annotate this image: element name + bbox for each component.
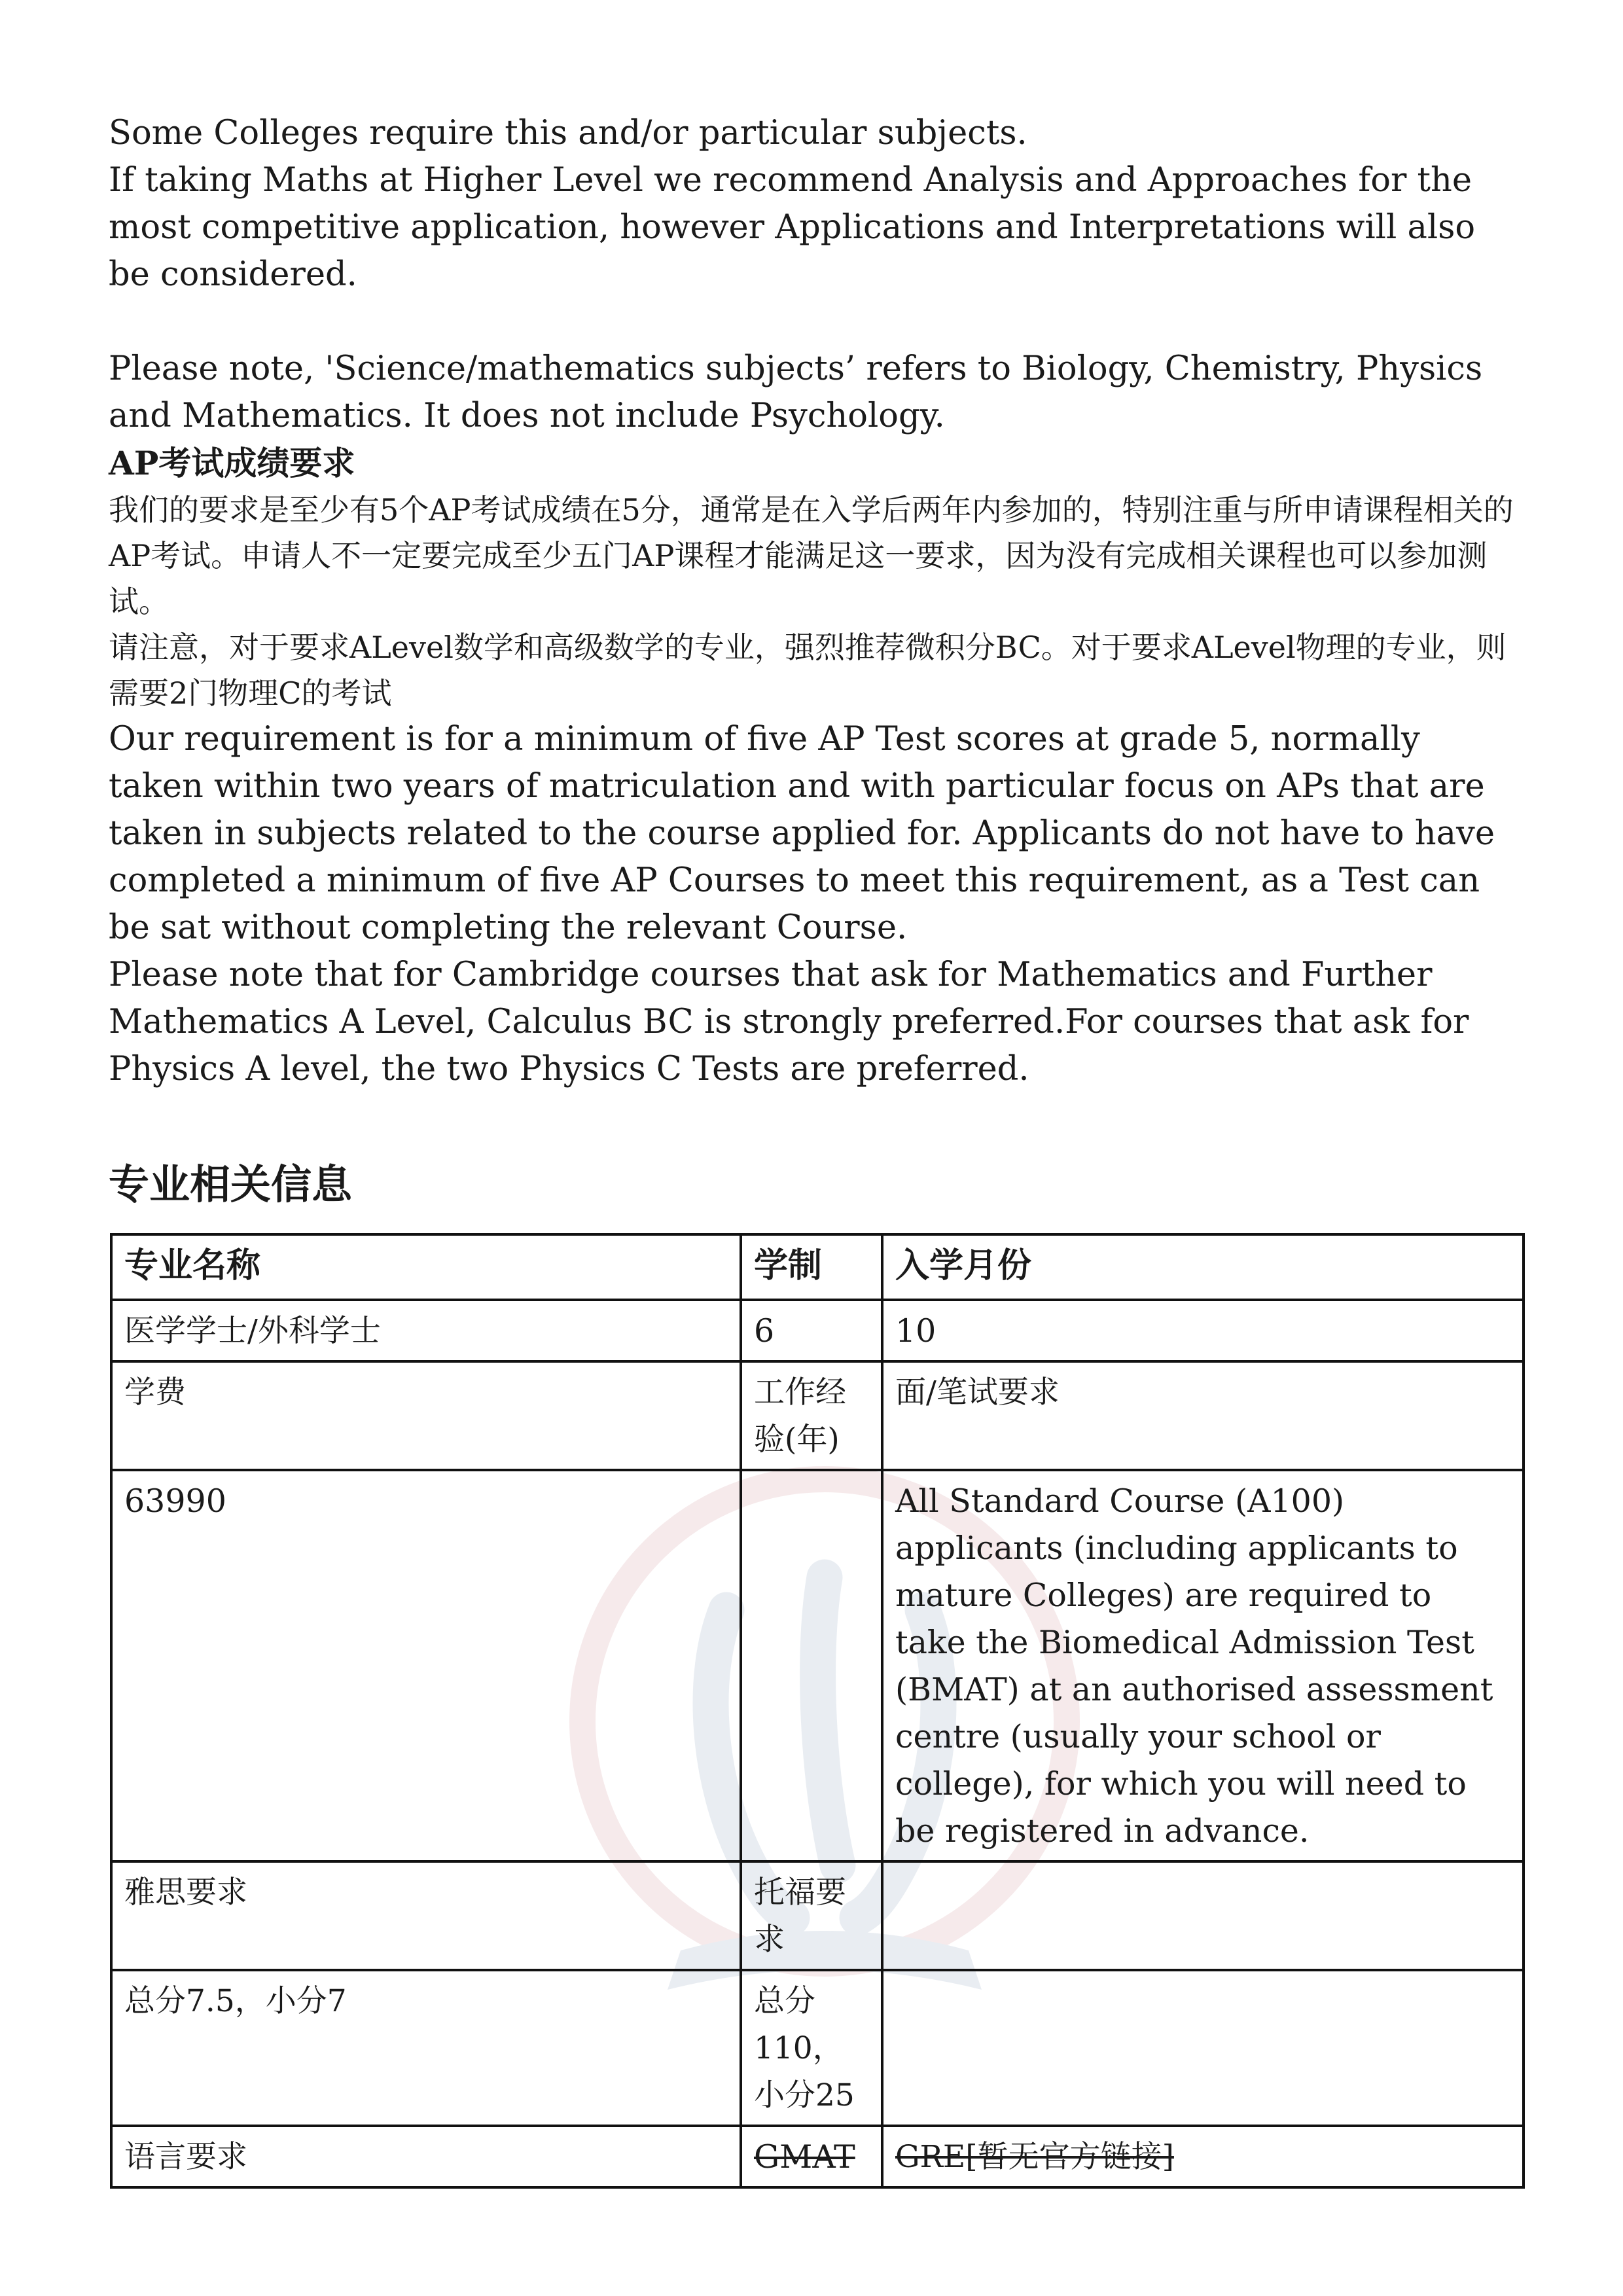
intro-line-1: Some Colleges require this and/or particular subjects. <box>109 114 1027 152</box>
cell-toefl-label: 托福要求 <box>741 1861 882 1970</box>
intro-line-3: Please note, 'Science/mathematics subjects’ refers to Biology, Chemistry, Physics and Mathematics. It does not include Psychology. <box>109 350 1483 435</box>
cell-interview-label: 面/笔试要求 <box>882 1361 1524 1470</box>
cell-interview-requirement: All Standard Course (A100) applicants (including applicants to mature Colleges) are required to take the Biomedical Admission Test (BMAT) at an authorised assessment centre (usually your school or college), for which you will need to be registered in advance. <box>882 1470 1524 1861</box>
table-header-row <box>111 1234 1524 1300</box>
table-row <box>111 1361 1524 1470</box>
table-row <box>111 1300 1524 1361</box>
table-row <box>111 1970 1524 2126</box>
table-row <box>111 2126 1524 2187</box>
cell-tuition-label: 学费 <box>111 1361 741 1470</box>
program-info-table <box>110 1233 1525 2189</box>
cell-tuition-value: 63990 <box>111 1470 741 1861</box>
intro-line-2: If taking Maths at Higher Level we recommend Analysis and Approaches for the most competitive application, however Applications and Interpretations will also be considered. <box>109 161 1476 294</box>
cell-empty <box>882 1970 1524 2126</box>
cell-ielts-value: 总分7.5，小分7 <box>111 1970 741 2126</box>
cell-empty <box>882 1861 1524 1970</box>
cell-gre: GRE[暂无官方链接] <box>882 2126 1524 2187</box>
ap-en-paragraph-2: Please note that for Cambridge courses that ask for Mathematics and Further Mathematics A Level, Calculus BC is strongly preferred.For courses that ask for Physics A level, the two Physics C Tests are preferred. <box>109 956 1469 1088</box>
cell-intake-month: 10 <box>882 1300 1524 1361</box>
cell-duration: 6 <box>741 1300 882 1361</box>
cell-ielts-label: 雅思要求 <box>111 1861 741 1970</box>
table-row <box>111 1861 1524 1970</box>
cell-work-experience-label: 工作经验(年) <box>741 1361 882 1470</box>
cell-work-experience-value <box>741 1470 882 1861</box>
cell-toefl-value: 总分110，小分25 <box>741 1970 882 2126</box>
ap-cn-paragraph-2: 请注意，对于要求ALevel数学和高级数学的专业，强烈推荐微积分BC。对于要求ALevel物理的专业，则需要2门物理C的考试 <box>109 630 1507 711</box>
body-text <box>109 110 1522 1093</box>
cell-gmat: GMAT <box>741 2126 882 2187</box>
ap-cn-paragraph-1: 我们的要求是至少有5个AP考试成绩在5分，通常是在入学后两年内参加的，特别注重与所申请课程相关的AP考试。申请人不一定要完成至少五门AP课程才能满足这一要求，因为没有完成相关课程也可以参加测试。 <box>109 492 1514 619</box>
header-duration: 学制 <box>741 1234 882 1300</box>
table-row <box>111 1470 1524 1861</box>
cell-program-name: 医学学士/外科学士 <box>111 1300 741 1361</box>
section-title: 专业相关信息 <box>109 1160 353 1208</box>
paragraph-gap <box>109 298 1522 346</box>
header-intake-month: 入学月份 <box>882 1234 1524 1300</box>
header-program-name: 专业名称 <box>111 1234 741 1300</box>
ap-en-paragraph-1: Our requirement is for a minimum of five AP Test scores at grade 5, normally taken within two years of matriculation and with particular focus on APs that are taken in subjects related to the course applied for. Applicants do not have to have completed a minimum of five AP Courses to meet this requirement, as a Test can be sat without completing the relevant Course. <box>109 720 1495 947</box>
ap-heading: AP考试成绩要求 <box>109 444 355 482</box>
cell-language-label: 语言要求 <box>111 2126 741 2187</box>
